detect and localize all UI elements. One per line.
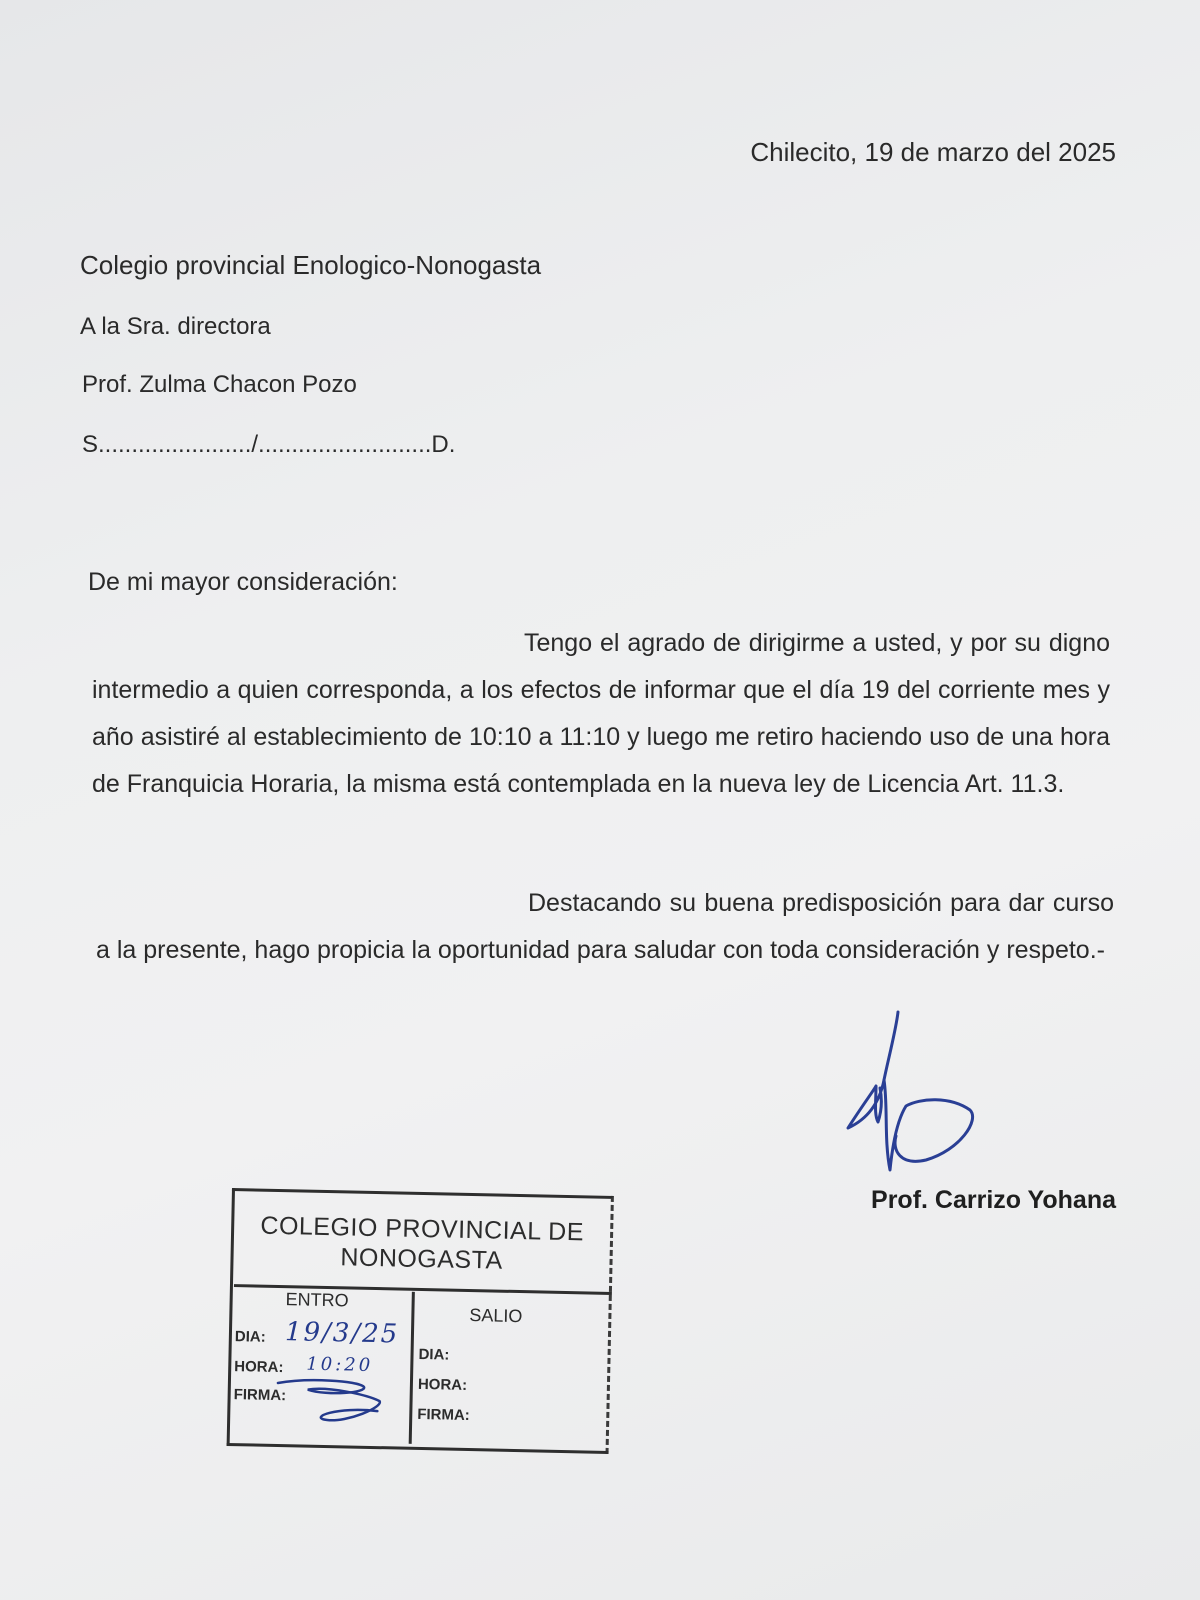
sd-line: S......................./..........................D. bbox=[82, 431, 456, 458]
stamp-exit-sign-label: FIRMA: bbox=[417, 1405, 470, 1425]
paragraph-1 bbox=[92, 620, 1110, 808]
reception-stamp bbox=[227, 1188, 614, 1454]
stamp-entry-header: ENTRO bbox=[285, 1289, 349, 1311]
stamp-initials-signature bbox=[267, 1375, 388, 1428]
stamp-exit-header: SALIO bbox=[469, 1305, 523, 1327]
stamp-entry-day-value: 19/3/25 bbox=[284, 1317, 400, 1350]
salutation: De mi mayor consideración: bbox=[88, 568, 398, 596]
handwritten-signature bbox=[840, 1010, 1010, 1190]
place-date: Chilecito, 19 de marzo del 2025 bbox=[750, 137, 1116, 167]
signer-name: Prof. Carrizo Yohana bbox=[871, 1186, 1116, 1214]
stamp-exit-hour-label: HORA: bbox=[417, 1375, 468, 1394]
stamp-entry-hour-value: 10:20 bbox=[306, 1353, 374, 1376]
recipient-school: Colegio provincial Enologico-Nonogasta bbox=[80, 250, 542, 280]
paragraph-2-text: Destacando su buena predisposición para dar curso a la presente, hago propicia la oportunidad para saludar con toda consideración y respeto.- bbox=[96, 889, 1114, 964]
stamp-entry-day-label: DIA: bbox=[234, 1328, 266, 1346]
stamp-entry-hour-label: HORA: bbox=[234, 1358, 284, 1377]
stamp-exit-day-label: DIA: bbox=[418, 1345, 450, 1364]
recipient-title: A la Sra. directora bbox=[80, 313, 271, 340]
stamp-title: COLEGIO PROVINCIAL DE NONOGASTA bbox=[260, 1211, 585, 1275]
paragraph-2 bbox=[96, 880, 1114, 974]
paragraph-1-text: Tengo el agrado de dirigirme a usted, y por su digno intermedio a quien corresponda, a los efectos de informar que el día 19 del corriente mes y año asistiré al establecimiento de 10:10 a 11:10 y luego me retiro haciendo uso de una hora de Franquicia Horaria, la misma está contemplada en la nueva ley de Licencia Art. 11.3. bbox=[92, 629, 1110, 798]
recipient-name: Prof. Zulma Chacon Pozo bbox=[82, 371, 357, 398]
stamp-entry-sign-label: FIRMA: bbox=[233, 1386, 287, 1405]
